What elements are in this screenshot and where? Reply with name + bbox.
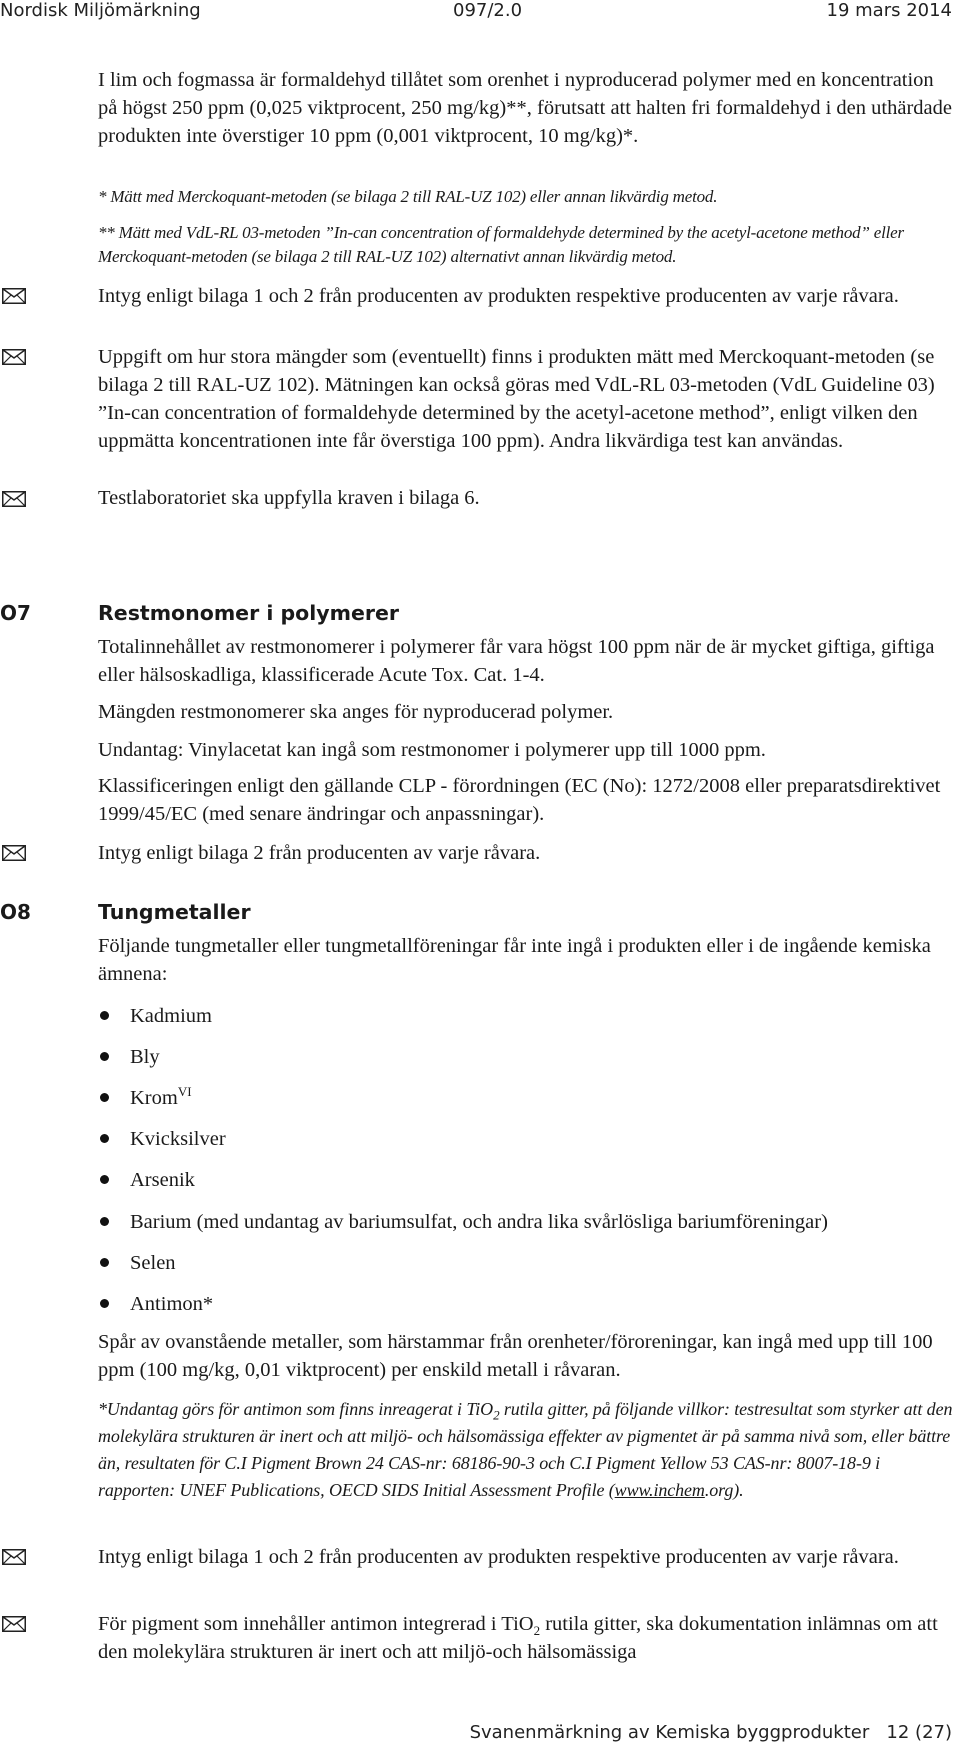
intro-documentation-2: Uppgift om hur stora mängder som (eventuellt) finns i produkten mätt med Merckoquant-metoden (se bilaga 2 till RAL-UZ 102). Mätningen kan också göras med VdL-RL 03-metoden (VdL Guideline 03) ”In-can concentration of formaldehyde determined by the acetyl-acetone method”, enligt vilken den uppmätta koncentrationen inte får överstiga 100 ppm). Andra likvärdiga test kan användas. [98, 346, 935, 452]
bullet-dot-icon [100, 1299, 109, 1308]
requirement-title-o7: Restmonomer i polymerer [98, 601, 400, 625]
o7-paragraph-4: Klassificeringen enligt den gällande CLP - förordningen (EC (No): 1272/2008 eller preparatsdirektivet 1999/45/EC (med senare ändringar och anpassningar). [98, 775, 941, 825]
bullet-dot-icon [100, 1093, 109, 1102]
envelope-icon [2, 1616, 26, 1632]
envelope-icon [2, 845, 26, 861]
bullet-dot-icon [100, 1258, 109, 1267]
footnote-text: .org). [704, 1480, 744, 1500]
header-document-number: 097/2.0 [453, 0, 523, 21]
footnote-subscript: 2 [493, 1407, 500, 1423]
page-header [0, 0, 960, 26]
inchem-link[interactable]: www.inchem [614, 1480, 705, 1500]
o7-paragraph-2: Mängden restmonomerer ska anges för nyproducerad polymer. [98, 701, 614, 723]
metal-name: Bly [130, 1046, 160, 1068]
envelope-icon [2, 349, 26, 365]
documentation-subscript: 2 [533, 1623, 541, 1639]
intro-footnote-single: * Mätt med Merckoquant-metoden (se bilaga 2 till RAL-UZ 102) eller annan likvärdig metod. [98, 187, 718, 206]
requirement-title-o8: Tungmetaller [98, 900, 251, 924]
documentation-text: rutila gitter, ska dokumentation inlämnas om att den molekylära strukturen är inert och att miljö-och hälsomässiga [98, 1613, 938, 1663]
metal-name-text: Krom [130, 1087, 178, 1109]
bullet-dot-icon [100, 1217, 109, 1226]
bullet-dot-icon [100, 1175, 109, 1184]
footnote-text: *Undantag görs för antimon som finns inreagerat i TiO [98, 1399, 494, 1419]
o8-documentation-1: Intyg enligt bilaga 1 och 2 från producenten av produkten respektive producenten av varje råvara. [98, 1546, 899, 1568]
footnote-text: rutila gitter, på följande villkor: testresultat som styrker att den molekylära strukturen är inert och att miljö- och hälsomässiga effekter av pigmentet är på samma nivå som, eller bättre än, resultaten för C.I Pigment Brown 24 CAS-nr: 68186-90-3 och C.I Pigment Yellow 53 CAS-nr: 8007-18-9 i rapporten: UNEF Publications, OECD SIDS Initial Assessment Profile ( [98, 1399, 953, 1500]
intro-paragraph: I lim och fogmassa är formaldehyd tillåtet som orenhet i nyproducerad polymer med en koncentration på högst 250 ppm (0,025 viktprocent, 250 mg/kg)**, förutsatt att halten fri formaldehyd i den uthärdade produkten inte överstiger 10 ppm (0,001 viktprocent, 10 mg/kg)*. [98, 69, 952, 147]
metal-name: Kvicksilver [130, 1128, 226, 1150]
o7-paragraph-3: Undantag: Vinylacetat kan ingå som restmonomer i polymerer upp till 1000 ppm. [98, 739, 766, 761]
intro-footnote-double: ** Mätt med VdL-RL 03-metoden ”In-can concentration of formaldehyde determined by the acetyl-acetone method” eller Merckoquant-metoden (se bilaga 2 till RAL-UZ 102) alternativt annan likvärdig metod. [98, 223, 904, 266]
header-date: 19 mars 2014 [826, 0, 952, 21]
metal-name: Antimon* [130, 1293, 214, 1315]
metal-name: Arsenik [130, 1169, 195, 1191]
o8-antimony-footnote [98, 1396, 954, 1504]
metal-name: Barium (med undantag av bariumsulfat, och andra lika svårlösliga bariumföreningar) [130, 1211, 828, 1233]
o8-documentation-2 [98, 1610, 954, 1666]
header-organization: Nordisk Miljömärkning [0, 0, 201, 21]
o7-documentation: Intyg enligt bilaga 2 från producenten av varje råvara. [98, 842, 541, 864]
bullet-dot-icon [100, 1134, 109, 1143]
page-footer: Svanenmärkning av Kemiska byggprodukter 12 (27) [469, 1722, 952, 1743]
intro-documentation-1: Intyg enligt bilaga 1 och 2 från producenten av produkten respektive producenten av varje råvara. [98, 285, 899, 307]
bullet-dot-icon [100, 1052, 109, 1061]
bullet-dot-icon [100, 1011, 109, 1020]
metal-name [130, 1084, 192, 1112]
metal-name: Kadmium [130, 1005, 212, 1027]
o8-intro: Följande tungmetaller eller tungmetallföreningar får inte ingå i produkten eller i de ingående kemiska ämnena: [98, 935, 931, 985]
envelope-icon [2, 491, 26, 507]
metal-name: Selen [130, 1252, 176, 1274]
envelope-icon [2, 1549, 26, 1565]
intro-documentation-3: Testlaboratoriet ska uppfylla kraven i bilaga 6. [98, 487, 480, 509]
requirement-code-o8: O8 [0, 900, 31, 924]
o8-trace-paragraph: Spår av ovanstående metaller, som härstammar från orenheter/föroreningar, kan ingå med upp till 100 ppm (100 mg/kg, 0,01 viktprocent) per enskild metall i råvaran. [98, 1331, 933, 1381]
requirement-code-o7: O7 [0, 601, 31, 625]
o7-paragraph-1: Totalinnehållet av restmonomerer i polymerer får vara högst 100 ppm när de är mycket giftiga, giftiga eller hälsoskadliga, klassificerade Acute Tox. Cat. 1-4. [98, 636, 935, 686]
metal-oxidation-state: VI [177, 1084, 192, 1100]
envelope-icon [2, 288, 26, 304]
documentation-text: För pigment som innehåller antimon integrerad i TiO [98, 1613, 534, 1635]
